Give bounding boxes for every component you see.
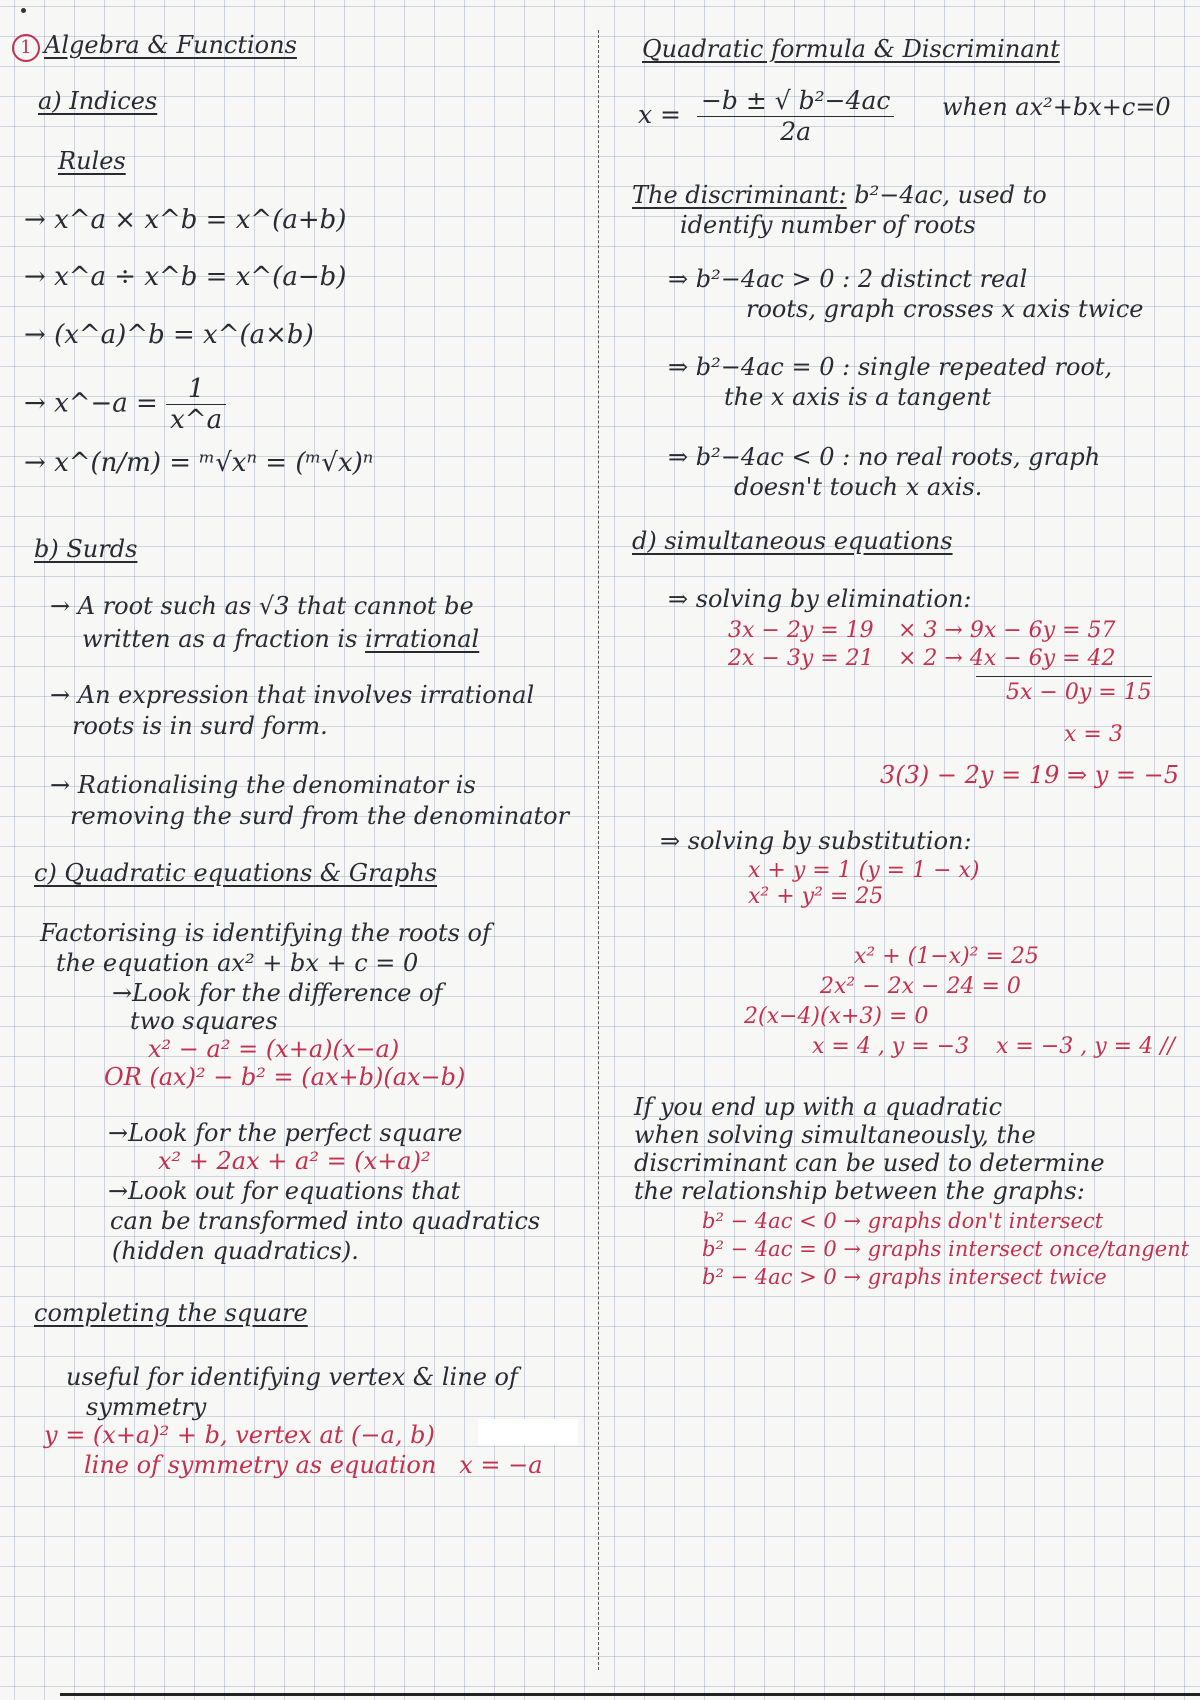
quadratics-line-6: OR (ax)² − b² = (ax+b)(ax−b)	[104, 1063, 466, 1091]
disc-case-2b: the x axis is a tangent	[724, 383, 992, 411]
rule2-lhs: x^a ÷ x^b =	[54, 262, 228, 292]
sub-line-1: x + y = 1 (y = 1 − x)	[748, 858, 980, 883]
sub-line-5: 2(x−4)(x+3) = 0	[744, 1004, 929, 1029]
disc-case-3a: ⇒ b²−4ac < 0 : no real roots, graph	[668, 443, 1101, 471]
surds-line-5: → Rationalising the denominator is	[50, 771, 476, 799]
discriminant-line-2: identify number of roots	[680, 211, 976, 239]
elim-eq-1-op: × 3 → 9x − 6y = 57	[898, 618, 1116, 643]
elim-sum: 5x − 0y = 15	[976, 676, 1152, 708]
index-rule-1: → x^a × x^b = x^(a+b)	[24, 205, 347, 235]
surds-line-2	[82, 624, 479, 654]
surds-line-6: removing the surd from the denominator	[70, 802, 570, 830]
discriminant-label: The discriminant:	[632, 181, 847, 209]
elim-eq-1: 3x − 2y = 19	[728, 618, 874, 643]
rule3-lhs: (x^a)^b =	[54, 320, 195, 350]
quadratics-line-4: two squares	[130, 1007, 278, 1035]
completing-line-3: y = (x+a)² + b, vertex at (−a, b)	[44, 1421, 435, 1449]
quadratics-heading: c) Quadratic equations & Graphs	[34, 859, 437, 887]
sub-line-7: x = −3 , y = 4 //	[996, 1034, 1175, 1059]
rule5-mid: ᵐ√xⁿ	[199, 448, 257, 478]
index-rule-4: → x^−a = $\frac{1}{x\^{}a}$	[24, 374, 226, 435]
surds-line-4: roots is in surd form.	[72, 712, 328, 740]
section-number: 1	[12, 34, 40, 62]
quadratic-formula	[638, 86, 894, 147]
quadratics-line-8: x² + 2ax + a² = (x+a)²	[158, 1147, 431, 1175]
quadratics-line-5: x² − a² = (x+a)(x−a)	[148, 1035, 400, 1063]
formula-condition: when ax²+bx+c=0	[942, 93, 1171, 121]
sub-line-4: 2x² − 2x − 24 = 0	[820, 974, 1021, 999]
elim-y-result: 3(3) − 2y = 19 ⇒ y = −5	[880, 761, 1180, 789]
rule5-lhs: x^(n/m) =	[54, 448, 192, 478]
elimination-label: ⇒ solving by elimination:	[668, 585, 972, 613]
sub-line-6: x = 4 , y = −3	[812, 1034, 970, 1059]
index-rule-3: → (x^a)^b = x^(a×b)	[24, 320, 314, 350]
quadratics-line-1: Factorising is identifying the roots of	[40, 919, 491, 947]
disc-case-1b: roots, graph crosses x axis twice	[746, 295, 1144, 323]
substitution-label: ⇒ solving by substitution:	[660, 827, 972, 855]
irrational-term: irrational	[365, 625, 480, 653]
note-line-7: b² − 4ac > 0 → graphs intersect twice	[702, 1265, 1107, 1289]
rule4-lhs: x^−a =	[54, 388, 158, 419]
quadratics-line-2: the equation ax² + bx + c = 0	[56, 949, 419, 977]
quadratics-line-9: →Look out for equations that	[108, 1177, 461, 1205]
completing-line-2: symmetry	[86, 1393, 207, 1421]
rule3-rhs: x^(a×b)	[203, 320, 314, 350]
column-divider	[598, 30, 599, 1670]
index-rule-5: → x^(n/m) = ᵐ√xⁿ = (ᵐ√x)ⁿ	[24, 448, 374, 478]
quadratics-line-3: →Look for the difference of	[112, 979, 443, 1007]
note-line-3: discriminant can be used to determine	[634, 1149, 1105, 1177]
surds-line-3: → An expression that involves irrational	[50, 681, 535, 709]
formula-fraction	[697, 86, 894, 147]
highlight-patch	[478, 1419, 578, 1445]
bottom-rule	[60, 1693, 1200, 1696]
completing-line-4	[84, 1450, 543, 1480]
surds-line-1: → A root such as √3 that cannot be	[50, 592, 474, 620]
disc-case-1a: ⇒ b²−4ac > 0 : 2 distinct real	[668, 265, 1028, 293]
section-title	[12, 30, 297, 62]
rule4-fraction	[166, 374, 226, 435]
disc-case-3b: doesn't touch x axis.	[734, 473, 983, 501]
elim-x-result: x = 3	[1064, 722, 1123, 747]
note-line-4: the relationship between the graphs:	[634, 1177, 1085, 1205]
discriminant-line-1	[632, 180, 1047, 210]
rule1-rhs: x^(a+b)	[235, 205, 347, 235]
completing-square-heading: completing the square	[34, 1299, 308, 1327]
quadratics-line-10: can be transformed into quadratics	[110, 1207, 541, 1235]
completing-line-1: useful for identifying vertex & line of	[66, 1363, 518, 1391]
formula-denominator: 2a	[780, 117, 812, 146]
rule4-numerator: 1	[166, 374, 226, 405]
completing-line-4a: line of symmetry as equation	[84, 1451, 437, 1479]
discriminant-def: b²−4ac, used to	[854, 181, 1047, 209]
note-line-5: b² − 4ac < 0 → graphs don't intersect	[702, 1209, 1104, 1233]
formula-lhs: x =	[638, 100, 681, 129]
rule4-denominator: x^a	[170, 405, 223, 435]
sub-line-3: x² + (1−x)² = 25	[854, 944, 1039, 969]
rule2-rhs: x^(a−b)	[235, 262, 347, 292]
simultaneous-heading: d) simultaneous equations	[632, 527, 953, 555]
symmetry-equation: x = −a	[459, 1451, 543, 1479]
note-line-6: b² − 4ac = 0 → graphs intersect once/tangent	[702, 1237, 1190, 1261]
surds-line-2a: written as a fraction is	[82, 625, 358, 653]
sub-line-2: x² + y² = 25	[748, 884, 884, 909]
rules-label: Rules	[58, 147, 126, 175]
disc-case-2a: ⇒ b²−4ac = 0 : single repeated root,	[668, 353, 1113, 381]
elim-eq-2-op: × 2 → 4x − 6y = 42	[898, 646, 1116, 671]
elim-eq-2: 2x − 3y = 21	[728, 646, 874, 671]
quadratics-line-7: →Look for the perfect square	[108, 1119, 463, 1147]
note-line-2: when solving simultaneously, the	[634, 1121, 1036, 1149]
surds-heading: b) Surds	[34, 535, 138, 563]
note-line-1: If you end up with a quadratic	[634, 1093, 1003, 1121]
index-rule-2: → x^a ÷ x^b = x^(a−b)	[24, 262, 347, 292]
indices-heading: a) Indices	[38, 87, 158, 115]
formula-numerator: −b ± √ b²−4ac	[697, 86, 894, 117]
rule1-lhs: x^a × x^b =	[54, 205, 228, 235]
formula-heading: Quadratic formula & Discriminant	[642, 35, 1060, 63]
section-title-text: Algebra & Functions	[44, 31, 297, 59]
quadratics-line-11: (hidden quadratics).	[112, 1237, 359, 1265]
rule5-rhs: = (ᵐ√x)ⁿ	[265, 448, 374, 478]
punch-hole	[21, 8, 26, 13]
